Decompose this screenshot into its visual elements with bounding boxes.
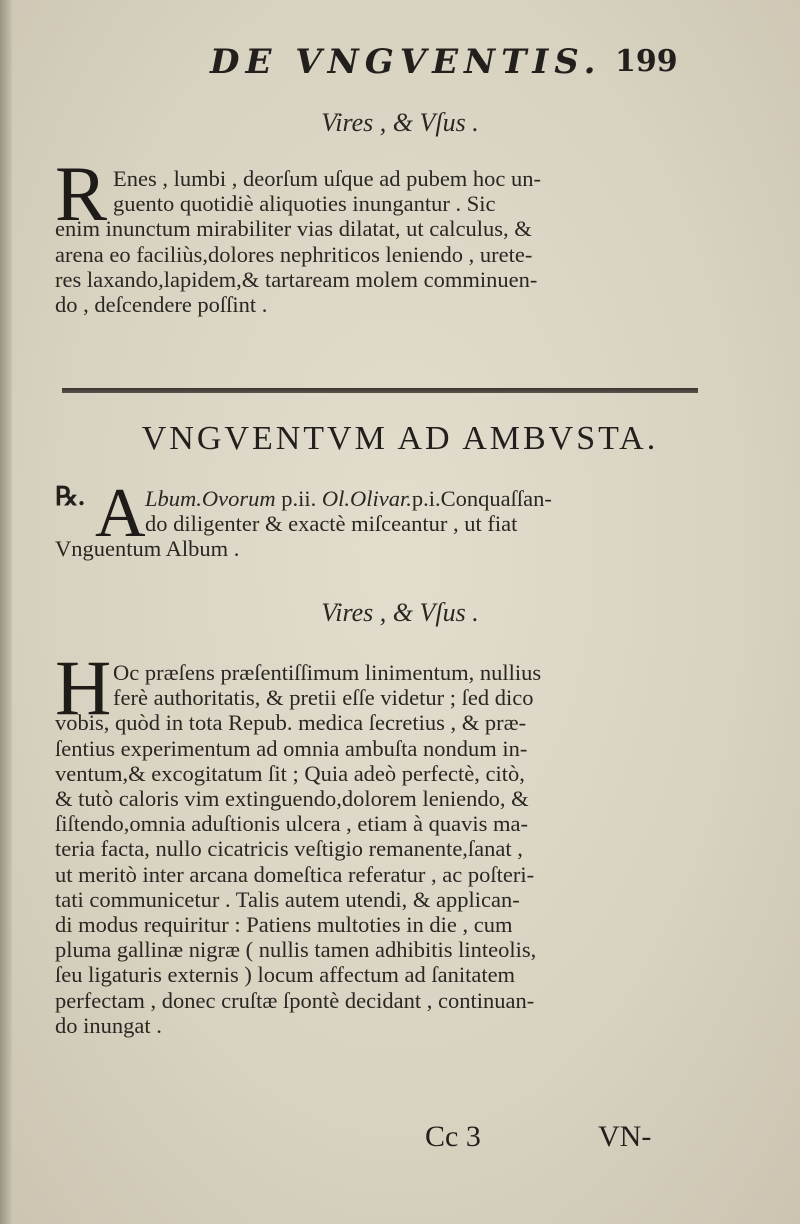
text-line: Oc præſens præſentiſſimum linimentum, nullius: [113, 660, 542, 685]
text-line: do inungat .: [55, 1012, 162, 1038]
text-line: ſiſtendo,omnia aduſtionis ulcera , etiam à quavis ma-: [55, 811, 528, 837]
text-line: ſentius experimentum ad omnia ambuſta nondum in-: [55, 735, 528, 761]
text-line: vobis, quòd in tota Repub. medica ſecretius , & præ-: [55, 710, 527, 736]
text-line: Lbum.Ovorum p.ii. Ol.Olivar.p.i.Conquaſſan-: [145, 486, 552, 511]
text-line: & tutò caloris vim extinguendo,dolorem leniendo, &: [55, 786, 529, 812]
text-line: Enes , lumbi , deorſum uſque ad pubem hoc un-: [113, 166, 542, 191]
text-line: do diligenter & exactè miſceantur , ut fiat: [145, 511, 518, 537]
section2-title: VNGVENTVM AD AMBVSTA.: [141, 420, 659, 457]
text-line: perfectam , donec cruſtæ ſpontè decidant , continuan-: [55, 987, 535, 1013]
text-line: enim inunctum mirabiliter vias dilatat, ut calculus, &: [55, 216, 532, 242]
section3-paragraph: [55, 660, 707, 1038]
text-line: di modus requiritur : Patiens multoties in die , cum: [55, 912, 513, 938]
page-header: [0, 42, 800, 92]
signature-mark: Cc 3: [425, 1120, 481, 1153]
text-line: ſeu ligaturis externis ) locum affectum ad ſanitatem: [55, 962, 516, 988]
text-line: guento quotidiè aliquoties inungantur . Sic: [113, 191, 496, 217]
text-line: ferè authoritatis, & pretii eſſe videtur ; ſed dico: [113, 685, 534, 711]
section1-paragraph: [55, 166, 707, 317]
section2-dropcap: A: [95, 475, 146, 552]
section3-dropcap: H: [55, 644, 112, 731]
section1-subhead: Vires , & Vſus .: [321, 108, 479, 137]
text-line: arena eo faciliùs,dolores nephriticos leniendo , urete-: [55, 241, 533, 267]
running-title: DE VNGVENTIS.: [210, 42, 602, 82]
text-line: pluma gallinæ nigræ ( nullis tamen adhibitis linteolis,: [55, 937, 537, 963]
section-divider-rule: [62, 388, 698, 393]
text-line: do , deſcendere poſſint .: [55, 292, 268, 318]
text-line: ut meritò inter arcana domeſtica referatur , ac poſteri-: [55, 861, 535, 887]
catchword: VN-: [598, 1120, 652, 1153]
section2-paragraph: [55, 486, 707, 562]
recipe-mark: ℞.: [55, 482, 85, 511]
page-number: 199: [615, 44, 678, 79]
text-line: teria facta, nullo cicatricis veſtigio remanente,ſanat ,: [55, 836, 523, 862]
section3-subhead: Vires , & Vſus .: [321, 598, 479, 627]
text-line: Vnguentum Album .: [55, 536, 240, 562]
text-line: tati communicetur . Talis autem utendi, & applican-: [55, 886, 520, 912]
text-line: ventum,& excogitatum ſit ; Quia adeò perfectè, citò,: [55, 760, 525, 786]
section1-dropcap: R: [55, 150, 108, 237]
text-line: res laxando,lapidem,& tartaream molem comminuen-: [55, 266, 538, 292]
